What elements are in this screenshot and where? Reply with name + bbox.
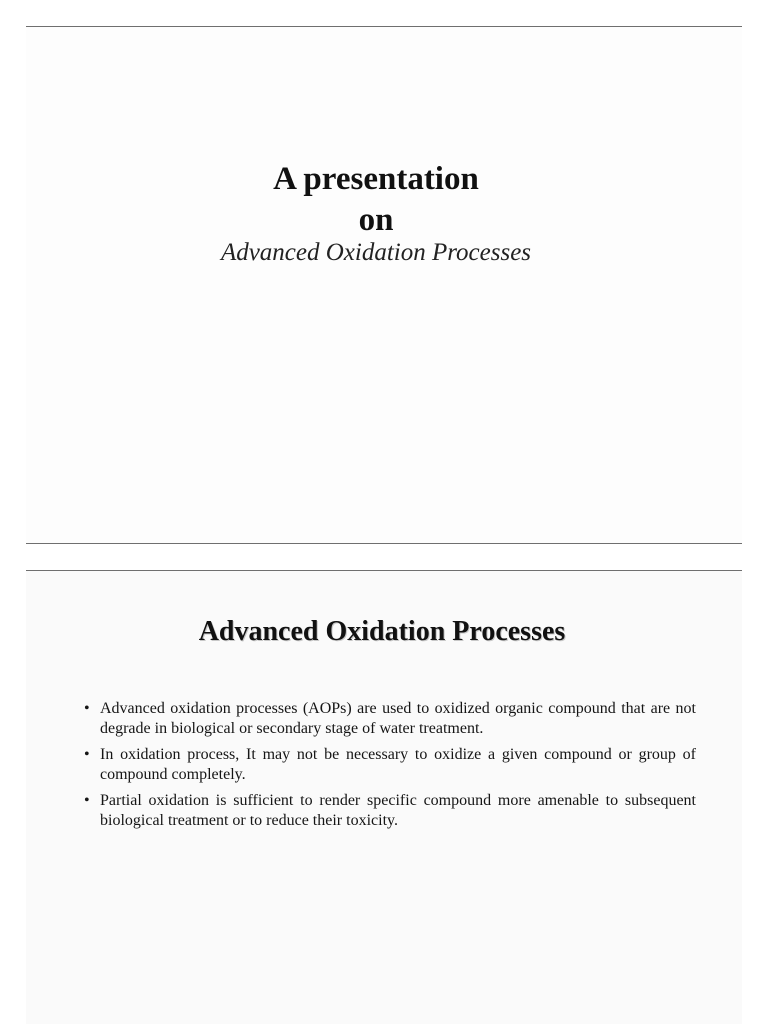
presentation-title: A presentation [273,161,479,197]
presentation-subtitle: Advanced Oxidation Processes [220,239,532,266]
list-item [84,791,696,831]
bullet-icon: • [84,792,90,809]
bullet-text: Partial oxidation is sufficient to render specific compound more amenable to subsequent biological treatment or to reduce their toxicity. [100,792,696,829]
bullet-list [84,699,696,837]
content-slide [26,571,742,1024]
bullet-icon: • [84,746,90,763]
bullet-text: Advanced oxidation processes (AOPs) are used to oxidized organic compound that are not degrade in biological or secondary stage of water treatment. [100,700,696,737]
slide-heading: Advanced Oxidation Processes [198,616,566,647]
list-item [84,745,696,785]
slide1-bottom-divider [26,543,742,544]
title-slide [26,27,742,543]
presentation-title-on: on [358,202,394,238]
bullet-text: In oxidation process, It may not be necessary to oxidize a given compound or group of compound completely. [100,746,696,783]
list-item [84,699,696,739]
bullet-icon: • [84,700,90,717]
